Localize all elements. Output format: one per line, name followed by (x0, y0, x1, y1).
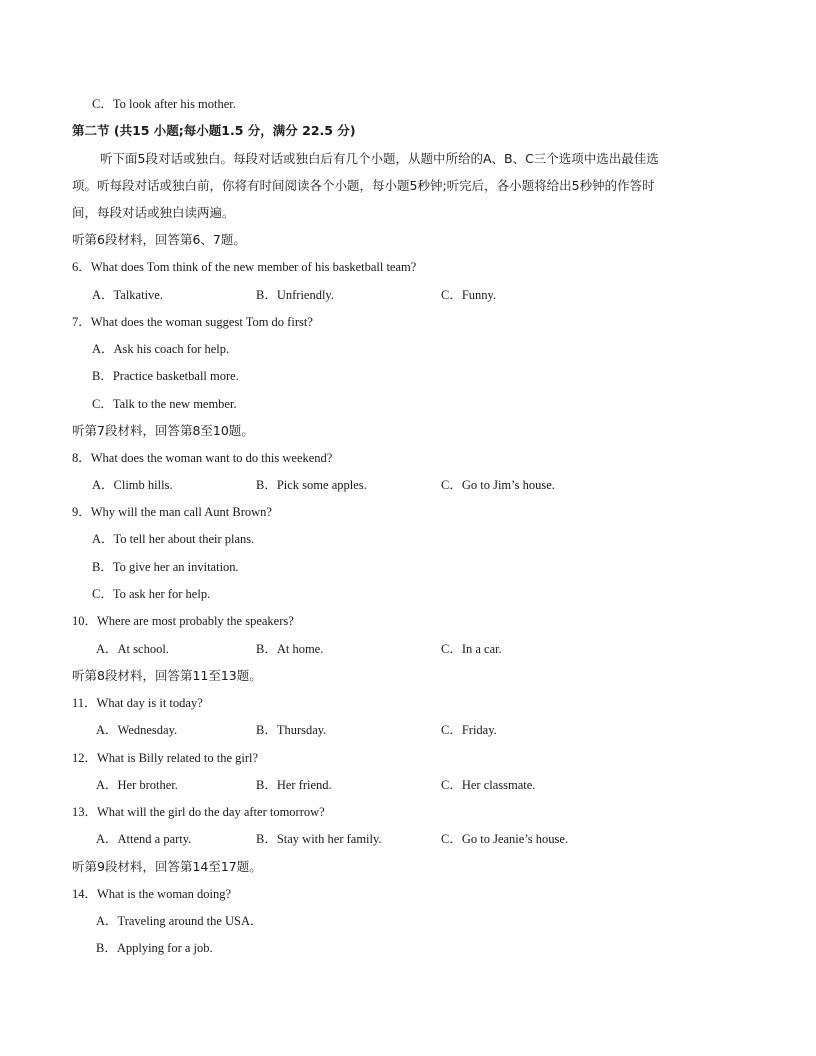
q7-option-a: A．Ask his coach for help. (92, 342, 230, 356)
question-10: 10．Where are most probably the speakers? (72, 614, 294, 628)
question-14: 14．What is the woman doing? (72, 887, 231, 901)
material-heading-7: 听第7段材料，回答第8至10题。 (72, 423, 254, 438)
q9-option-a: A．To tell her about their plans. (92, 532, 255, 546)
q11-option-c: C．Friday. (441, 723, 497, 737)
q14-option-a: A．Traveling around the USA． (96, 914, 263, 928)
q7-option-b: B．Practice basketball more. (92, 369, 239, 383)
q9-option-c: C．To ask her for help. (92, 587, 211, 601)
q12-option-b: B．Her friend. (256, 778, 332, 792)
q13-option-a: A．Attend a party. (96, 832, 192, 846)
q10-option-c: C．In a car. (441, 642, 502, 656)
q8-option-c: C．Go to Jim’s house. (441, 478, 555, 492)
q12-option-a: A．Her brother. (96, 778, 178, 792)
option-c-prev: C．To look after his mother. (92, 97, 236, 111)
q11-option-b: B．Thursday. (256, 723, 327, 737)
q14-option-b: B．Applying for a job. (96, 941, 213, 955)
section-title: 第二节 (共15 小题;每小题1.5 分，满分 22.5 分) (72, 123, 356, 138)
q6-option-a: A．Talkative. (92, 288, 163, 302)
material-heading-8: 听第8段材料，回答第11至13题。 (72, 668, 262, 683)
q6-option-b: B．Unfriendly. (256, 288, 334, 302)
q13-option-b: B．Stay with her family. (256, 832, 382, 846)
q10-option-b: B．At home. (256, 642, 324, 656)
question-8: 8．What does the woman want to do this weekend? (72, 451, 333, 465)
q13-option-c: C．Go to Jeanie’s house. (441, 832, 569, 846)
question-7: 7．What does the woman suggest Tom do first? (72, 315, 313, 329)
q11-option-a: A．Wednesday. (96, 723, 178, 737)
question-9: 9．Why will the man call Aunt Brown? (72, 505, 272, 519)
instructions-line-2: 项。听每段对话或独白前，你将有时间阅读各个小题，每小题5秒钟;听完后，各小题将给出5秒钟的作答时 (72, 178, 655, 193)
question-13: 13．What will the girl do the day after tomorrow? (72, 805, 325, 819)
q8-option-a: A．Climb hills. (92, 478, 173, 492)
q7-option-c: C．Talk to the new member. (92, 397, 237, 411)
question-12: 12．What is Billy related to the girl? (72, 751, 259, 765)
q9-option-b: B．To give her an invitation. (92, 560, 239, 574)
q12-option-c: C．Her classmate. (441, 778, 536, 792)
question-11: 11．What day is it today? (72, 696, 203, 710)
material-heading-9: 听第9段材料，回答第14至17题。 (72, 859, 262, 874)
q6-option-c: C．Funny. (441, 288, 497, 302)
instructions-line-3: 间，每段对话或独白读两遍。 (72, 205, 235, 220)
instructions-line-1: 听下面5段对话或独白。每段对话或独白后有几个小题，从题中所给的A、B、C三个选项中选出最佳选 (100, 151, 659, 166)
q10-option-a: A．At school. (96, 642, 169, 656)
question-6: 6．What does Tom think of the new member of his basketball team? (72, 260, 417, 274)
q8-option-b: B．Pick some apples. (256, 478, 367, 492)
material-heading-6: 听第6段材料，回答第6、7题。 (72, 232, 246, 247)
